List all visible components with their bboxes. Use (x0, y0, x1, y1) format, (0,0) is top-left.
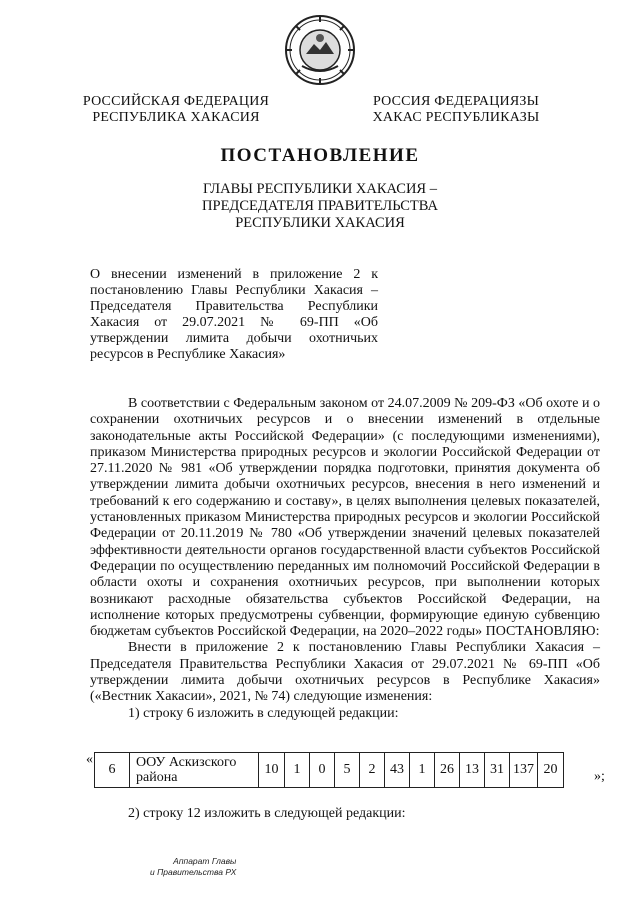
row-value-2: 1 (285, 753, 310, 788)
header-left (76, 94, 276, 126)
body-paragraph-item-1: 1) строку 6 изложить в следующей редакции: (128, 705, 399, 721)
row-value-3: 0 (310, 753, 335, 788)
row-value-12: 20 (538, 753, 564, 788)
row-value-7: 1 (410, 753, 435, 788)
subject-line-3: Председателя Правительства Республики (90, 299, 378, 314)
table-row (95, 753, 564, 788)
document-subject (90, 267, 378, 363)
row-value-9: 13 (460, 753, 485, 788)
subject-line-5: утверждении лимита добычи охотничьих (90, 331, 378, 346)
subject-line-4: Хакасия от 29.07.2021 № 69-ПП «Об (90, 315, 378, 330)
document-subtitle (0, 181, 640, 232)
subject-line-1: О внесении изменений в приложение 2 к (90, 267, 378, 282)
row-value-11: 137 (510, 753, 538, 788)
office-stamp (150, 856, 236, 878)
row-value-4: 5 (335, 753, 360, 788)
subtitle-line-1: ГЛАВЫ РЕСПУБЛИКИ ХАКАСИЯ – (203, 181, 437, 197)
row-value-1: 10 (259, 753, 285, 788)
document-body (90, 396, 600, 722)
header-right-line-1: РОССИЯ ФЕДЕРАЦИЯЗЫ (372, 94, 540, 109)
table-close-quote: »; (594, 769, 605, 784)
row-number: 6 (95, 753, 130, 788)
subject-line-2: постановлению Главы Республики Хакасия – (90, 283, 378, 298)
row-value-5: 2 (360, 753, 385, 788)
row-value-10: 31 (485, 753, 510, 788)
body-paragraph-preamble: В соответствии с Федеральным законом от 24.07.2009 № 209-ФЗ «Об охоте и о сохранении охотничьих ресурсов и о внесении изменений в отдельные законодательные акты Российской Федерации» (с последующими изменениями), приказом Министерства природных ресурсов и экологии Российской Федерации от 27.11.2020 № 981 «Об утверждении порядка подготовки, принятия документа об утверждении лимита добычи охотничьих ресурсов, внесения в него изменений и требований к его содержанию и составу», в целях выполнения целевых показателей, установленных приказом Министерства природных ресурсов и экологии Российской Федерации от 20.11.2019 № 780 «Об утверждении значений целевых показателей эффективности деятельности органов государственной власти субъектов Российской Федерации по осуществлению переданных им полномочий Российской Федерации в области охоты и сохранения охотничьих ресурсов, при выполнении которых возникают расходные обязательства субъектов Российской Федерации, на исполнение которых предусмотрены субвенции, формирующие единую субвенцию бюджетам субъектов Российской Федерации, на 2020–2022 годы» ПОСТАНОВЛЯЮ: (90, 396, 600, 640)
office-stamp-line-2: и Правительства РХ (150, 867, 237, 877)
header-left-line-1: РОССИЙСКАЯ ФЕДЕРАЦИЯ (82, 94, 270, 109)
row-value-6: 43 (385, 753, 410, 788)
subtitle-line-2: ПРЕДСЕДАТЕЛЯ ПРАВИТЕЛЬСТВА (202, 198, 438, 214)
header-right-line-2: ХАКАС РЕСПУБЛИКАЗЫ (372, 110, 540, 125)
body-paragraph-amendment: Внести в приложение 2 к постановлению Главы Республики Хакасия – Председателя Правительства Республики Хакасия от 29.07.2021 № 69-ПП «Об утверждении лимита добычи охотничьих ресурсов в Республике Хакасия» («Вестник Хакасии», 2021, № 74) следующие изменения: (90, 640, 600, 705)
document-title: ПОСТАНОВЛЕНИЕ (220, 145, 420, 166)
limits-table-row-6 (94, 752, 564, 788)
header-right (366, 94, 546, 126)
header-left-line-2: РЕСПУБЛИКА ХАКАСИЯ (92, 110, 260, 125)
emblem-of-khakassia-icon (284, 14, 356, 86)
body-paragraph-item-2: 2) строку 12 изложить в следующей редакции: (128, 806, 406, 821)
subtitle-line-3: РЕСПУБЛИКИ ХАКАСИЯ (235, 215, 405, 231)
office-stamp-line-1: Аппарат Главы (173, 856, 237, 866)
row-area-name: ООУ Аскизского района (130, 753, 259, 788)
row-value-8: 26 (435, 753, 460, 788)
subject-line-6: ресурсов в Республике Хакасия» (90, 347, 286, 362)
table-open-quote: « (86, 752, 93, 767)
